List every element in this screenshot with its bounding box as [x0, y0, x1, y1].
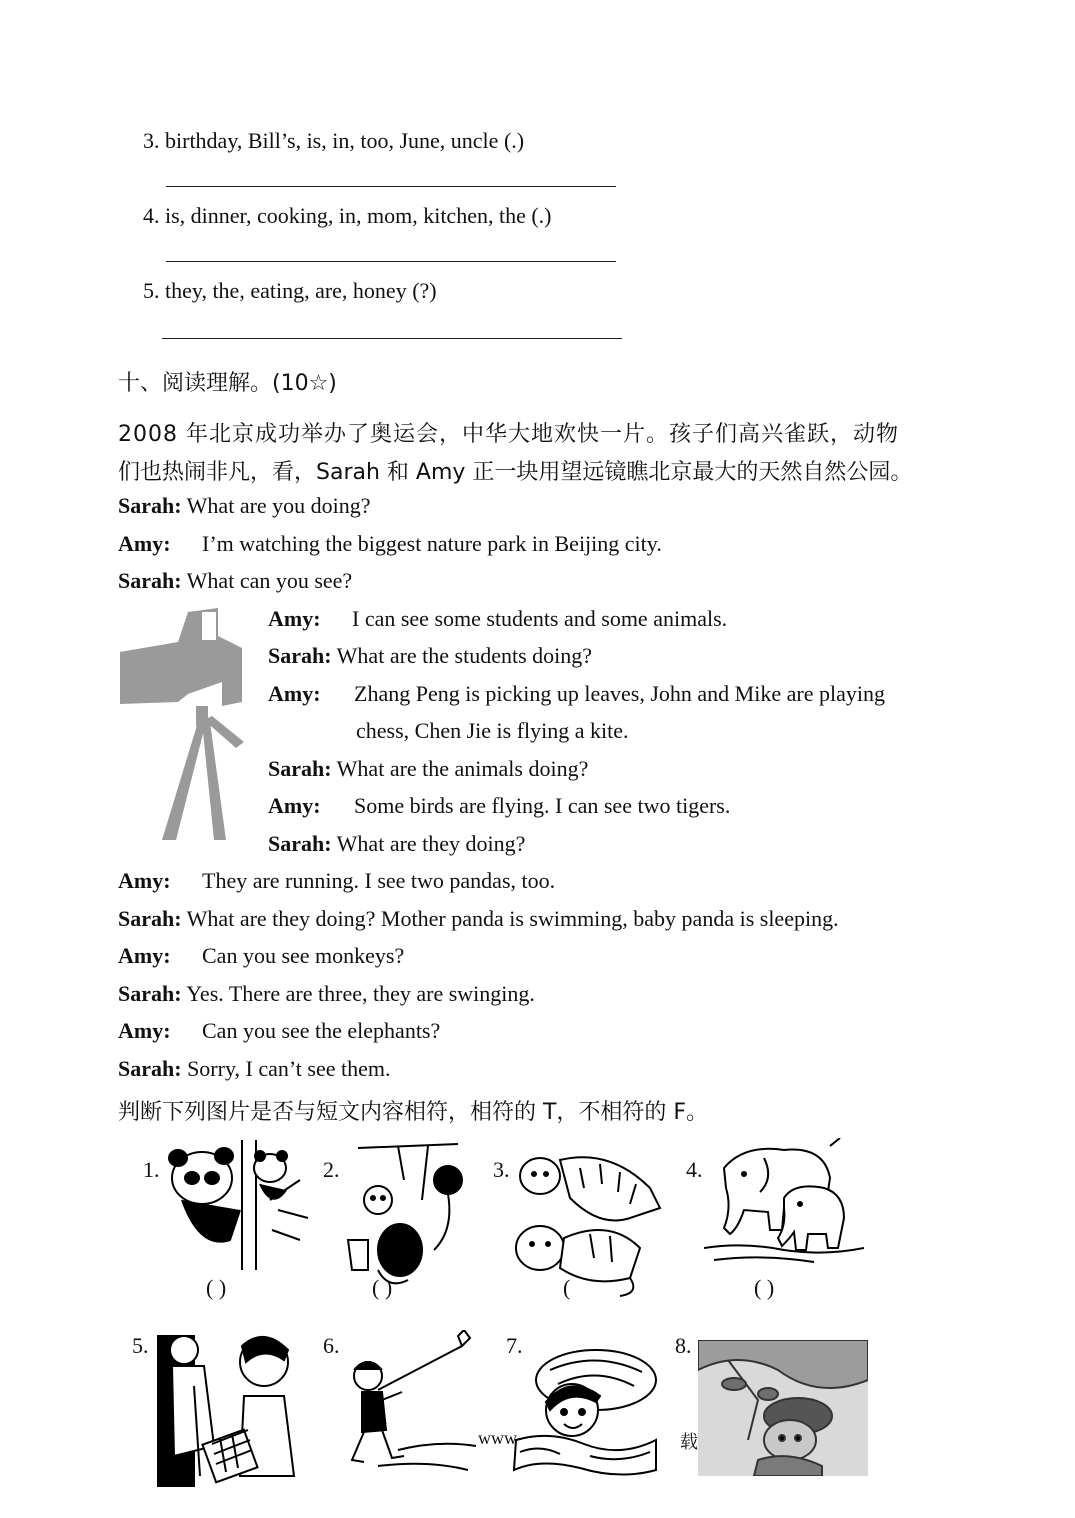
speaker-name: Amy: [118, 1018, 171, 1043]
kite-boy-icon [338, 1330, 478, 1480]
tiger-icon [510, 1148, 665, 1298]
picking-leaves-icon [698, 1340, 868, 1476]
dialog-line: Amy: Can you see the elephants? [118, 1018, 441, 1043]
picture-number: 1. [143, 1157, 160, 1182]
swimming-boy-icon [510, 1340, 660, 1480]
dialog-line: Sarah: What are the animals doing? [268, 756, 589, 781]
answer-blank[interactable]: ( [563, 1275, 571, 1300]
speaker-name: Sarah: [118, 493, 182, 518]
dialog-line: Amy: Some birds are flying. I can see two tigers. [268, 793, 731, 818]
reorder-item-5: 5. they, the, eating, are, honey (?) [143, 278, 437, 303]
picture-number: 6. [323, 1333, 340, 1358]
dialog-line: Sarah: What are they doing? Mother panda is swimming, baby panda is sleeping. [118, 906, 839, 931]
dialog-line: Sarah: What can you see? [118, 568, 353, 593]
speaker-name: Sarah: [118, 981, 182, 1006]
dialog-line: Sarah: What are the students doing? [268, 643, 593, 668]
speaker-name: Amy: [268, 793, 321, 818]
answer-blank[interactable]: ( ) [206, 1275, 227, 1300]
speaker-name: Sarah: [118, 568, 182, 593]
intro-line-2: 们也热闹非凡，看，Sarah 和 Amy 正一块用望远镜瞧北京最大的天然自然公园。 [118, 460, 913, 485]
judge-instruction: 判断下列图片是否与短文内容相符，相符的 T，不相符的 F。 [118, 1100, 709, 1125]
answer-line-4[interactable] [166, 261, 616, 262]
watermark-text: www [478, 1428, 517, 1448]
telescope-icon [118, 602, 248, 842]
dialog-line-continued: chess, Chen Jie is flying a kite. [356, 718, 629, 743]
monkey-icon [338, 1140, 468, 1290]
intro-line-1: 2008 年北京成功举办了奥运会，中华大地欢快一片。孩子们高兴雀跃，动物 [118, 422, 899, 447]
dialog-line: Amy: I’m watching the biggest nature park in Beijing city. [118, 531, 662, 556]
answer-blank[interactable]: ( ) [372, 1275, 393, 1300]
picture-number: 7. [506, 1333, 523, 1358]
chess-players-icon [154, 1326, 304, 1496]
dialog-line: Sarah: Sorry, I can’t see them. [118, 1056, 391, 1081]
watermark-text: 载 [680, 1432, 698, 1453]
answer-blank[interactable]: ( ) [754, 1275, 775, 1300]
reorder-item-4: 4. is, dinner, cooking, in, mom, kitchen, the (.) [143, 203, 552, 228]
dialog-line: Amy: Zhang Peng is picking up leaves, John and Mike are playing [268, 681, 885, 706]
speaker-name: Amy: [118, 868, 171, 893]
dialog-line: Sarah: What are they doing? [268, 831, 526, 856]
elephant-icon [704, 1138, 864, 1268]
answer-line-5[interactable] [162, 338, 622, 339]
picture-number: 2. [323, 1157, 340, 1182]
speaker-name: Amy: [118, 943, 171, 968]
speaker-name: Sarah: [268, 831, 332, 856]
speaker-name: Amy: [268, 681, 321, 706]
section-heading: 十、阅读理解。(10☆) [118, 371, 337, 396]
dialog-line: Sarah: What are you doing? [118, 493, 371, 518]
panda-icon [160, 1140, 310, 1270]
dialog-line: Amy: I can see some students and some animals. [268, 606, 728, 631]
reorder-item-3: 3. birthday, Bill’s, is, in, too, June, uncle (.) [143, 128, 525, 153]
dialog-line: Sarah: Yes. There are three, they are swinging. [118, 981, 535, 1006]
speaker-name: Sarah: [268, 756, 332, 781]
speaker-name: Sarah: [118, 1056, 182, 1081]
dialog-line: Amy: Can you see monkeys? [118, 943, 405, 968]
answer-line-3[interactable] [166, 186, 616, 187]
dialog-line: Amy: They are running. I see two pandas, too. [118, 868, 556, 893]
picture-number: 3. [493, 1157, 510, 1182]
speaker-name: Sarah: [268, 643, 332, 668]
picture-number: 8. [675, 1333, 692, 1358]
speaker-name: Amy: [118, 531, 171, 556]
speaker-name: Amy: [268, 606, 321, 631]
picture-number: 5. [132, 1333, 149, 1358]
picture-number: 4. [686, 1157, 703, 1182]
speaker-name: Sarah: [118, 906, 182, 931]
